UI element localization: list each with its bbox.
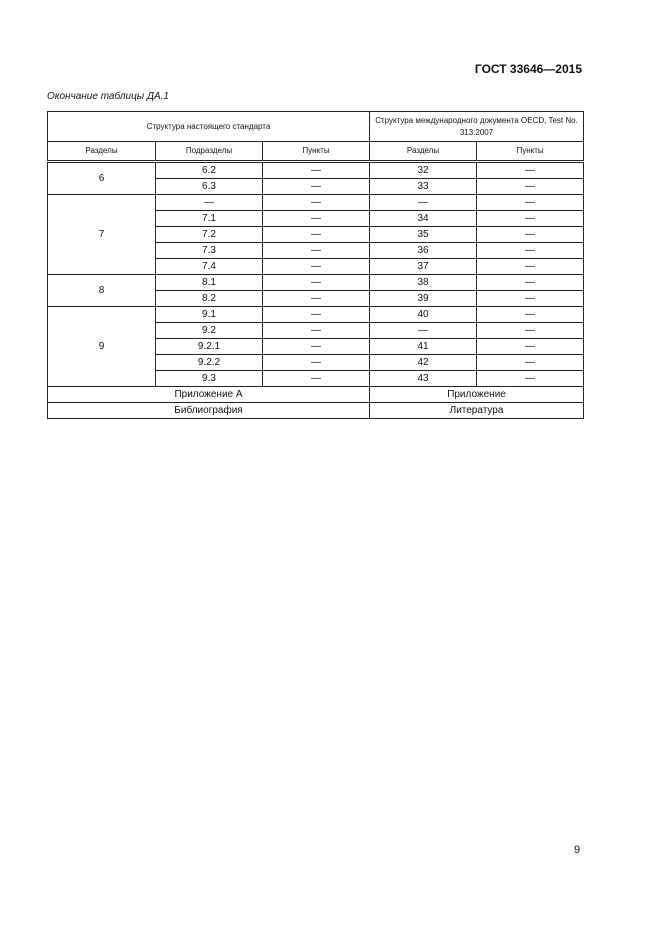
table-cell: 6.3 [156, 179, 263, 195]
table-cell: — [477, 195, 584, 211]
table-cell: 35 [370, 227, 477, 243]
table-cell: 42 [370, 355, 477, 371]
table-cell: 6.2 [156, 162, 263, 179]
table-cell: — [477, 211, 584, 227]
table-cell: — [263, 243, 370, 259]
table-cell: 33 [370, 179, 477, 195]
table-cell: — [477, 179, 584, 195]
table-cell: — [477, 323, 584, 339]
table-cell: — [477, 275, 584, 291]
table-cell: — [263, 355, 370, 371]
table-cell: — [477, 291, 584, 307]
table-cell: — [263, 307, 370, 323]
table-row [48, 307, 584, 323]
table-cell: 8.1 [156, 275, 263, 291]
table-cell: 38 [370, 275, 477, 291]
table-footer-row [48, 403, 584, 419]
table-cell: — [263, 291, 370, 307]
table-cell: 41 [370, 339, 477, 355]
table-cell: 9.1 [156, 307, 263, 323]
table-cell: — [263, 339, 370, 355]
table-row [48, 195, 584, 211]
document-standard-number: ГОСТ 33646—2015 [474, 62, 582, 76]
section-cell: 7 [48, 195, 156, 275]
section-cell: 9 [48, 307, 156, 387]
section-cell: 8 [48, 275, 156, 307]
table-cell: — [263, 275, 370, 291]
table-footer-row [48, 387, 584, 403]
table-cell: — [477, 355, 584, 371]
table-cell: — [477, 227, 584, 243]
table-cell: 7.3 [156, 243, 263, 259]
table-cell: 32 [370, 162, 477, 179]
table-row [48, 275, 584, 291]
table-cell: — [370, 323, 477, 339]
table-cell: — [477, 162, 584, 179]
column-header: Пункты [477, 142, 584, 162]
table-cell: — [263, 371, 370, 387]
table-cell: — [263, 211, 370, 227]
table-cell: — [370, 195, 477, 211]
table-cell: 40 [370, 307, 477, 323]
table-cell: — [477, 307, 584, 323]
column-header: Подразделы [156, 142, 263, 162]
column-header: Пункты [263, 142, 370, 162]
column-header: Разделы [370, 142, 477, 162]
table-cell: 9.2.2 [156, 355, 263, 371]
table-cell: — [263, 259, 370, 275]
group-header-oecd: Структура международного документа OECD, Test No. 313:2007 [370, 112, 584, 142]
table-group-header-row [48, 112, 584, 142]
table-cell: — [263, 227, 370, 243]
table-cell: 37 [370, 259, 477, 275]
table-cell: 8.2 [156, 291, 263, 307]
table-cell: 7.2 [156, 227, 263, 243]
table-cell: 9.2.1 [156, 339, 263, 355]
column-header: Разделы [48, 142, 156, 162]
structure-comparison-table [47, 111, 584, 419]
table-cell: — [263, 323, 370, 339]
table-cell: Литература [370, 403, 584, 419]
table-cell: — [477, 243, 584, 259]
table-cell: 7.4 [156, 259, 263, 275]
table-cell: 9.3 [156, 371, 263, 387]
table-cell: 36 [370, 243, 477, 259]
table-cell: — [263, 162, 370, 179]
table-cell: — [477, 371, 584, 387]
table-cell: — [477, 339, 584, 355]
table-cell: Приложение А [48, 387, 370, 403]
table-cell: Библиография [48, 403, 370, 419]
table-cell: 43 [370, 371, 477, 387]
table-caption: Окончание таблицы ДА.1 [47, 91, 169, 102]
table-cell: 9.2 [156, 323, 263, 339]
table-cell: 7.1 [156, 211, 263, 227]
page-number: 9 [574, 844, 581, 856]
group-header-this-standard: Структура настоящего стандарта [48, 112, 370, 142]
table-cell: 39 [370, 291, 477, 307]
table-cell: 34 [370, 211, 477, 227]
table-cell: — [477, 259, 584, 275]
table-cell: — [263, 179, 370, 195]
table-column-header-row [48, 142, 584, 162]
table-cell: — [263, 195, 370, 211]
table-cell: Приложение [370, 387, 584, 403]
table-cell: — [156, 195, 263, 211]
table-row [48, 162, 584, 179]
section-cell: 6 [48, 162, 156, 195]
